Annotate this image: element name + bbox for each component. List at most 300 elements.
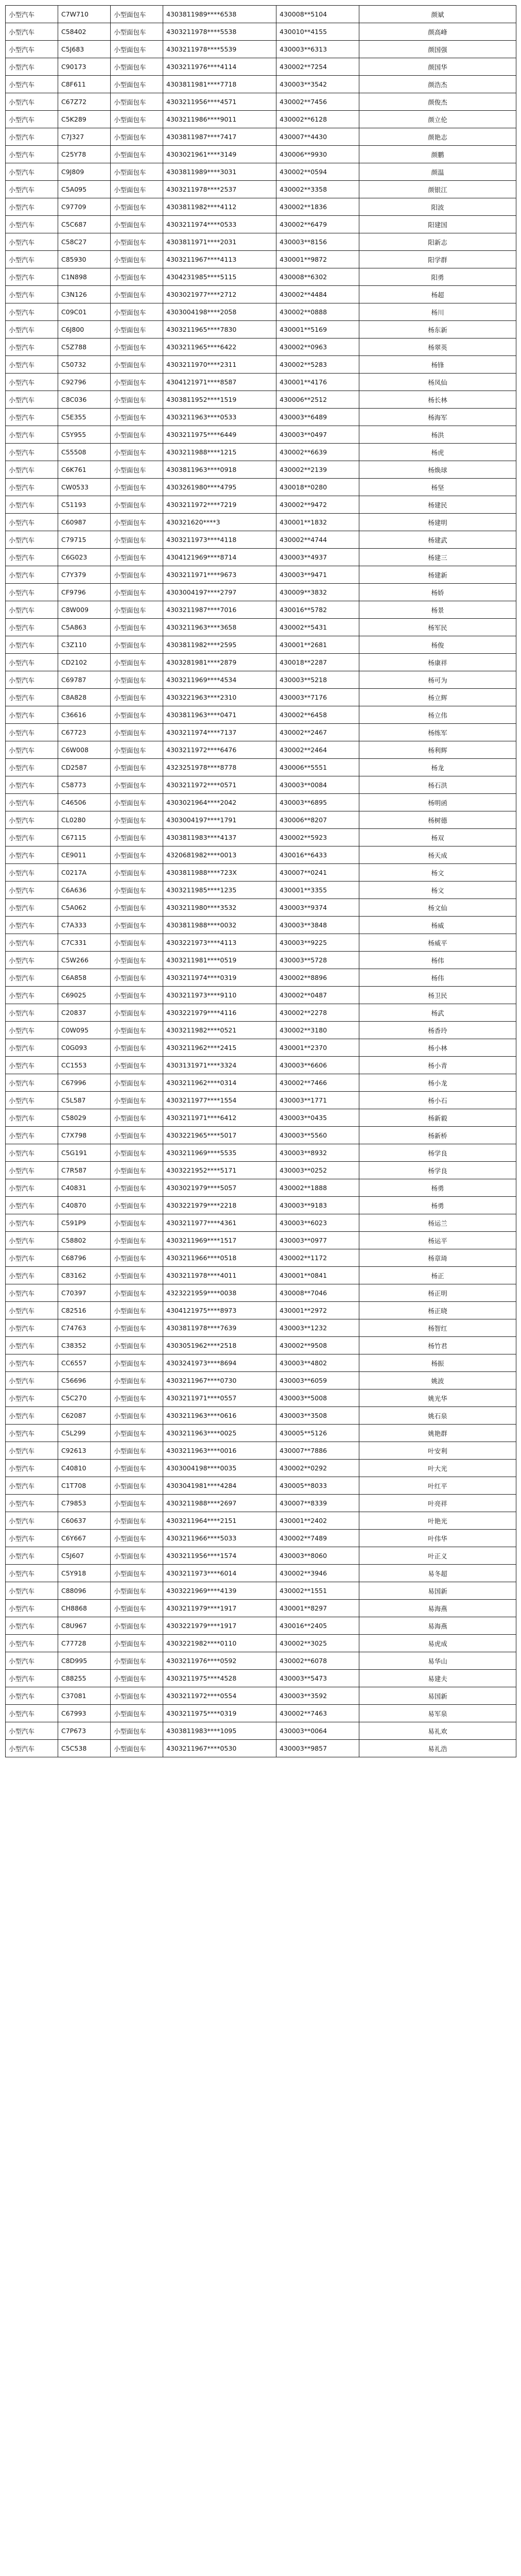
plate-number-cell: CC6557 bbox=[58, 1354, 111, 1372]
vehicle-model-cell: 小型面包车 bbox=[111, 1389, 163, 1407]
plate-number-cell: C8W009 bbox=[58, 601, 111, 619]
vehicle-type-cell: 小型汽车 bbox=[6, 1022, 58, 1039]
id-number-cell: 4303211973****4118 bbox=[163, 531, 276, 549]
vehicle-type-cell: 小型汽车 bbox=[6, 1144, 58, 1162]
table-row bbox=[6, 1582, 516, 1600]
owner-name-cell: 杨伟 bbox=[359, 969, 516, 987]
id-number-cell: 4303004197****2797 bbox=[163, 584, 276, 601]
plate-number-cell: C7R587 bbox=[58, 1162, 111, 1179]
plate-number-cell: C37081 bbox=[58, 1687, 111, 1705]
vehicle-type-cell: 小型汽车 bbox=[6, 303, 58, 321]
id-number-cell: 4303211985****1235 bbox=[163, 882, 276, 899]
vehicle-model-cell: 小型面包车 bbox=[111, 111, 163, 128]
license-number-cell: 430018**0280 bbox=[276, 479, 359, 496]
license-number-cell: 430008**6302 bbox=[276, 268, 359, 286]
id-number-cell: 4303811988****0032 bbox=[163, 917, 276, 934]
vehicle-type-cell: 小型汽车 bbox=[6, 1039, 58, 1057]
vehicle-type-cell: 小型汽车 bbox=[6, 1057, 58, 1074]
vehicle-type-cell: 小型汽车 bbox=[6, 1705, 58, 1722]
license-number-cell: 430003**8932 bbox=[276, 1144, 359, 1162]
table-row bbox=[6, 338, 516, 356]
id-number-cell: 4323221959****0038 bbox=[163, 1284, 276, 1302]
license-number-cell: 430002**3946 bbox=[276, 1565, 359, 1582]
vehicle-type-cell: 小型汽车 bbox=[6, 1722, 58, 1740]
plate-number-cell: C7C331 bbox=[58, 934, 111, 952]
owner-name-cell: 易冬超 bbox=[359, 1565, 516, 1582]
vehicle-model-cell: 小型面包车 bbox=[111, 689, 163, 706]
plate-number-cell: C20837 bbox=[58, 1004, 111, 1022]
license-number-cell: 430001**2370 bbox=[276, 1039, 359, 1057]
license-number-cell: 430002**6458 bbox=[276, 706, 359, 724]
vehicle-type-cell: 小型汽车 bbox=[6, 531, 58, 549]
vehicle-model-cell: 小型面包车 bbox=[111, 128, 163, 146]
plate-number-cell: C40810 bbox=[58, 1460, 111, 1477]
plate-number-cell: C88255 bbox=[58, 1670, 111, 1687]
plate-number-cell: C6Y667 bbox=[58, 1530, 111, 1547]
table-row bbox=[6, 601, 516, 619]
plate-number-cell: C5L587 bbox=[58, 1092, 111, 1109]
owner-name-cell: 杨正明 bbox=[359, 1284, 516, 1302]
owner-name-cell: 杨立辉 bbox=[359, 689, 516, 706]
plate-number-cell: C46506 bbox=[58, 794, 111, 811]
id-number-cell: 4303811963****0918 bbox=[163, 461, 276, 479]
vehicle-type-cell: 小型汽车 bbox=[6, 811, 58, 829]
plate-number-cell: C7Y379 bbox=[58, 566, 111, 584]
vehicle-type-cell: 小型汽车 bbox=[6, 76, 58, 93]
plate-number-cell: C5E355 bbox=[58, 409, 111, 426]
table-row bbox=[6, 496, 516, 514]
vehicle-model-cell: 小型面包车 bbox=[111, 1179, 163, 1197]
table-row bbox=[6, 1057, 516, 1074]
id-number-cell: 4303211962****2415 bbox=[163, 1039, 276, 1057]
vehicle-model-cell: 小型面包车 bbox=[111, 444, 163, 461]
owner-name-cell: 杨学良 bbox=[359, 1162, 516, 1179]
id-number-cell: 4303211969****1517 bbox=[163, 1232, 276, 1249]
license-number-cell: 430002**1836 bbox=[276, 198, 359, 216]
plate-number-cell: C8D995 bbox=[58, 1652, 111, 1670]
owner-name-cell: 杨香玲 bbox=[359, 1022, 516, 1039]
id-number-cell: 4303041981****4284 bbox=[163, 1477, 276, 1495]
plate-number-cell: C8U967 bbox=[58, 1617, 111, 1635]
vehicle-type-cell: 小型汽车 bbox=[6, 181, 58, 198]
vehicle-model-cell: 小型面包车 bbox=[111, 899, 163, 917]
license-number-cell: 430003**9183 bbox=[276, 1197, 359, 1214]
table-row bbox=[6, 128, 516, 146]
vehicle-model-cell: 小型面包车 bbox=[111, 76, 163, 93]
license-number-cell: 430002**6639 bbox=[276, 444, 359, 461]
vehicle-type-cell: 小型汽车 bbox=[6, 1074, 58, 1092]
license-number-cell: 430002**6479 bbox=[276, 216, 359, 233]
id-number-cell: 4320681982****0013 bbox=[163, 846, 276, 864]
vehicle-type-cell: 小型汽车 bbox=[6, 706, 58, 724]
owner-name-cell: 杨文 bbox=[359, 882, 516, 899]
vehicle-model-cell: 小型面包车 bbox=[111, 1109, 163, 1127]
owner-name-cell: 易礼浩 bbox=[359, 1740, 516, 1757]
owner-name-cell: 杨虎 bbox=[359, 444, 516, 461]
id-number-cell: 4303211973****9110 bbox=[163, 987, 276, 1004]
vehicle-type-cell: 小型汽车 bbox=[6, 759, 58, 776]
license-number-cell: 430003**0084 bbox=[276, 776, 359, 794]
vehicle-model-cell: 小型面包车 bbox=[111, 1074, 163, 1092]
id-number-cell: 4303211963****0616 bbox=[163, 1407, 276, 1425]
table-row bbox=[6, 1652, 516, 1670]
id-number-cell: 4303211978****5539 bbox=[163, 41, 276, 58]
plate-number-cell: C6J800 bbox=[58, 321, 111, 338]
vehicle-model-cell: 小型面包车 bbox=[111, 1162, 163, 1179]
vehicle-type-cell: 小型汽车 bbox=[6, 1302, 58, 1319]
vehicle-model-cell: 小型面包车 bbox=[111, 479, 163, 496]
license-number-cell: 430002**4484 bbox=[276, 286, 359, 303]
vehicle-model-cell: 小型面包车 bbox=[111, 531, 163, 549]
license-number-cell: 430016**5782 bbox=[276, 601, 359, 619]
vehicle-model-cell: 小型面包车 bbox=[111, 636, 163, 654]
owner-name-cell: 杨康祥 bbox=[359, 654, 516, 671]
vehicle-model-cell: 小型面包车 bbox=[111, 1302, 163, 1319]
vehicle-type-cell: 小型汽车 bbox=[6, 216, 58, 233]
table-row bbox=[6, 1705, 516, 1722]
plate-number-cell: C591P9 bbox=[58, 1214, 111, 1232]
vehicle-model-cell: 小型面包车 bbox=[111, 181, 163, 198]
license-number-cell: 430003**0435 bbox=[276, 1109, 359, 1127]
table-row bbox=[6, 1284, 516, 1302]
owner-name-cell: 杨学良 bbox=[359, 1144, 516, 1162]
owner-name-cell: 杨利辉 bbox=[359, 741, 516, 759]
license-number-cell: 430006**2512 bbox=[276, 391, 359, 409]
vehicle-model-cell: 小型面包车 bbox=[111, 1687, 163, 1705]
license-number-cell: 430003**3508 bbox=[276, 1407, 359, 1425]
owner-name-cell: 姚石泉 bbox=[359, 1407, 516, 1425]
table-row bbox=[6, 1109, 516, 1127]
table-row bbox=[6, 1495, 516, 1512]
vehicle-type-cell: 小型汽车 bbox=[6, 41, 58, 58]
plate-number-cell: C62087 bbox=[58, 1407, 111, 1425]
plate-number-cell: C09C01 bbox=[58, 303, 111, 321]
plate-number-cell: C88096 bbox=[58, 1582, 111, 1600]
id-number-cell: 4303211972****0554 bbox=[163, 1687, 276, 1705]
vehicle-type-cell: 小型汽车 bbox=[6, 1652, 58, 1670]
table-row bbox=[6, 549, 516, 566]
plate-number-cell: C5J683 bbox=[58, 41, 111, 58]
owner-name-cell: 杨振 bbox=[359, 1354, 516, 1372]
vehicle-model-cell: 小型面包车 bbox=[111, 461, 163, 479]
license-number-cell: 430002**7466 bbox=[276, 1074, 359, 1092]
vehicle-model-cell: 小型面包车 bbox=[111, 724, 163, 741]
plate-number-cell: C67Z72 bbox=[58, 93, 111, 111]
id-number-cell: 4303221982****0110 bbox=[163, 1635, 276, 1652]
id-number-cell: 4303211975****4528 bbox=[163, 1670, 276, 1687]
vehicle-model-cell: 小型面包车 bbox=[111, 584, 163, 601]
vehicle-model-cell: 小型面包车 bbox=[111, 163, 163, 181]
owner-name-cell: 杨凤仙 bbox=[359, 374, 516, 391]
owner-name-cell: 易礼欢 bbox=[359, 1722, 516, 1740]
vehicle-type-cell: 小型汽车 bbox=[6, 268, 58, 286]
vehicle-model-cell: 小型面包车 bbox=[111, 41, 163, 58]
owner-name-cell: 杨翠英 bbox=[359, 338, 516, 356]
table-row bbox=[6, 1354, 516, 1372]
license-number-cell: 430001**2402 bbox=[276, 1512, 359, 1530]
vehicle-type-cell: 小型汽车 bbox=[6, 146, 58, 163]
table-row bbox=[6, 23, 516, 41]
plate-number-cell: C38352 bbox=[58, 1337, 111, 1354]
id-number-cell: 4303211979****1917 bbox=[163, 1600, 276, 1617]
vehicle-model-cell: 小型面包车 bbox=[111, 409, 163, 426]
vehicle-model-cell: 小型面包车 bbox=[111, 1319, 163, 1337]
table-row bbox=[6, 426, 516, 444]
table-row bbox=[6, 1460, 516, 1477]
id-number-cell: 4303211980****3532 bbox=[163, 899, 276, 917]
vehicle-model-cell: 小型面包车 bbox=[111, 1740, 163, 1757]
license-number-cell: 430003**8156 bbox=[276, 233, 359, 251]
table-row bbox=[6, 58, 516, 76]
id-number-cell: 4303211972****6476 bbox=[163, 741, 276, 759]
id-number-cell: 4303211964****2151 bbox=[163, 1512, 276, 1530]
table-row bbox=[6, 899, 516, 917]
owner-name-cell: 颜立伦 bbox=[359, 111, 516, 128]
table-row bbox=[6, 1214, 516, 1232]
vehicle-model-cell: 小型面包车 bbox=[111, 1232, 163, 1249]
table-row bbox=[6, 1004, 516, 1022]
table-row bbox=[6, 479, 516, 496]
vehicle-model-cell: 小型面包车 bbox=[111, 1214, 163, 1232]
id-number-cell: 4303021977****2712 bbox=[163, 286, 276, 303]
license-number-cell: 430002**8896 bbox=[276, 969, 359, 987]
license-number-cell: 430002**3358 bbox=[276, 181, 359, 198]
license-number-cell: 430007**8339 bbox=[276, 1495, 359, 1512]
table-row bbox=[6, 1670, 516, 1687]
vehicle-model-cell: 小型面包车 bbox=[111, 952, 163, 969]
owner-name-cell: 杨运兰 bbox=[359, 1214, 516, 1232]
license-number-cell: 430002**1888 bbox=[276, 1179, 359, 1197]
plate-number-cell: C0G093 bbox=[58, 1039, 111, 1057]
owner-name-cell: 杨洪 bbox=[359, 426, 516, 444]
table-row bbox=[6, 531, 516, 549]
id-number-cell: 4303221979****2218 bbox=[163, 1197, 276, 1214]
id-number-cell: 4303211962****0314 bbox=[163, 1074, 276, 1092]
id-number-cell: 4303211986****9011 bbox=[163, 111, 276, 128]
plate-number-cell: C58C27 bbox=[58, 233, 111, 251]
table-row bbox=[6, 1302, 516, 1319]
vehicle-model-cell: 小型面包车 bbox=[111, 549, 163, 566]
plate-number-cell: C92796 bbox=[58, 374, 111, 391]
owner-name-cell: 杨运平 bbox=[359, 1232, 516, 1249]
vehicle-type-cell: 小型汽车 bbox=[6, 636, 58, 654]
table-row bbox=[6, 356, 516, 374]
vehicle-type-cell: 小型汽车 bbox=[6, 689, 58, 706]
table-row bbox=[6, 1022, 516, 1039]
id-number-cell: 4303004197****1791 bbox=[163, 811, 276, 829]
vehicle-type-cell: 小型汽车 bbox=[6, 794, 58, 811]
id-number-cell: 4303211967****0730 bbox=[163, 1372, 276, 1389]
vehicle-type-cell: 小型汽车 bbox=[6, 1249, 58, 1267]
vehicle-model-cell: 小型面包车 bbox=[111, 969, 163, 987]
id-number-cell: 4303811989****3031 bbox=[163, 163, 276, 181]
table-row bbox=[6, 706, 516, 724]
plate-number-cell: C5Z788 bbox=[58, 338, 111, 356]
license-number-cell: 430002**5923 bbox=[276, 829, 359, 846]
vehicle-type-cell: 小型汽车 bbox=[6, 409, 58, 426]
vehicle-type-cell: 小型汽车 bbox=[6, 1582, 58, 1600]
owner-name-cell: 阳建国 bbox=[359, 216, 516, 233]
plate-number-cell: C58773 bbox=[58, 776, 111, 794]
id-number-cell: 4303051962****2518 bbox=[163, 1337, 276, 1354]
owner-name-cell: 颜艳志 bbox=[359, 128, 516, 146]
plate-number-cell: C5Y918 bbox=[58, 1565, 111, 1582]
owner-name-cell: 杨石洪 bbox=[359, 776, 516, 794]
table-row bbox=[6, 1600, 516, 1617]
license-number-cell: 430002**2278 bbox=[276, 1004, 359, 1022]
vehicle-model-cell: 小型面包车 bbox=[111, 934, 163, 952]
plate-number-cell: C69787 bbox=[58, 671, 111, 689]
vehicle-model-cell: 小型面包车 bbox=[111, 496, 163, 514]
plate-number-cell: C7A333 bbox=[58, 917, 111, 934]
owner-name-cell: 杨明函 bbox=[359, 794, 516, 811]
vehicle-model-cell: 小型面包车 bbox=[111, 1057, 163, 1074]
vehicle-type-cell: 小型汽车 bbox=[6, 952, 58, 969]
id-number-cell: 4303211974****0533 bbox=[163, 216, 276, 233]
plate-number-cell: C6G023 bbox=[58, 549, 111, 566]
owner-name-cell: 姚艳群 bbox=[359, 1425, 516, 1442]
plate-number-cell: C74763 bbox=[58, 1319, 111, 1337]
plate-number-cell: C79715 bbox=[58, 531, 111, 549]
vehicle-model-cell: 小型面包车 bbox=[111, 1092, 163, 1109]
license-number-cell: 430003**4802 bbox=[276, 1354, 359, 1372]
owner-name-cell: 姚波 bbox=[359, 1372, 516, 1389]
id-number-cell: 4303211974****7137 bbox=[163, 724, 276, 741]
owner-name-cell: 杨文 bbox=[359, 864, 516, 882]
vehicle-model-cell: 小型面包车 bbox=[111, 1600, 163, 1617]
plate-number-cell: C3N126 bbox=[58, 286, 111, 303]
owner-name-cell: 杨建武 bbox=[359, 531, 516, 549]
table-row bbox=[6, 391, 516, 409]
owner-name-cell: 杨可为 bbox=[359, 671, 516, 689]
vehicle-type-cell: 小型汽车 bbox=[6, 1617, 58, 1635]
table-row bbox=[6, 1442, 516, 1460]
vehicle-type-cell: 小型汽车 bbox=[6, 899, 58, 917]
table-row bbox=[6, 566, 516, 584]
id-number-cell: 4304231985****5115 bbox=[163, 268, 276, 286]
vehicle-type-cell: 小型汽车 bbox=[6, 93, 58, 111]
license-number-cell: 430001**9872 bbox=[276, 251, 359, 268]
owner-name-cell: 杨坚 bbox=[359, 479, 516, 496]
owner-name-cell: 叶安利 bbox=[359, 1442, 516, 1460]
vehicle-model-cell: 小型面包车 bbox=[111, 794, 163, 811]
vehicle-type-cell: 小型汽车 bbox=[6, 566, 58, 584]
table-row bbox=[6, 1530, 516, 1547]
vehicle-type-cell: 小型汽车 bbox=[6, 1530, 58, 1547]
table-row bbox=[6, 111, 516, 128]
id-number-cell: 4303211969****5535 bbox=[163, 1144, 276, 1162]
license-number-cell: 430003**5473 bbox=[276, 1670, 359, 1687]
owner-name-cell: 叶正义 bbox=[359, 1547, 516, 1565]
table-row bbox=[6, 689, 516, 706]
owner-name-cell: 杨焕球 bbox=[359, 461, 516, 479]
id-number-cell: 4303211978****4011 bbox=[163, 1267, 276, 1284]
table-row bbox=[6, 1512, 516, 1530]
vehicle-model-cell: 小型面包车 bbox=[111, 1705, 163, 1722]
owner-name-cell: 杨天成 bbox=[359, 846, 516, 864]
owner-name-cell: 杨立伟 bbox=[359, 706, 516, 724]
id-number-cell: 4303211971****6412 bbox=[163, 1109, 276, 1127]
table-row bbox=[6, 163, 516, 181]
owner-name-cell: 颜温 bbox=[359, 163, 516, 181]
plate-number-cell: C5Y955 bbox=[58, 426, 111, 444]
vehicle-model-cell: 小型面包车 bbox=[111, 1460, 163, 1477]
vehicle-type-cell: 小型汽车 bbox=[6, 461, 58, 479]
vehicle-type-cell: 小型汽车 bbox=[6, 917, 58, 934]
owner-name-cell: 杨正 bbox=[359, 1267, 516, 1284]
license-number-cell: 430002**5283 bbox=[276, 356, 359, 374]
plate-number-cell: C0W095 bbox=[58, 1022, 111, 1039]
vehicle-type-cell: 小型汽车 bbox=[6, 111, 58, 128]
vehicle-model-cell: 小型面包车 bbox=[111, 882, 163, 899]
id-number-cell: 4303211963****0025 bbox=[163, 1425, 276, 1442]
owner-name-cell: 杨卫民 bbox=[359, 987, 516, 1004]
vehicle-model-cell: 小型面包车 bbox=[111, 1425, 163, 1442]
vehicle-model-cell: 小型面包车 bbox=[111, 6, 163, 23]
license-number-cell: 430003**3848 bbox=[276, 917, 359, 934]
owner-name-cell: 阳勇 bbox=[359, 268, 516, 286]
owner-name-cell: 易海燕 bbox=[359, 1600, 516, 1617]
owner-name-cell: 颜国强 bbox=[359, 41, 516, 58]
license-number-cell: 430006**9930 bbox=[276, 146, 359, 163]
table-row bbox=[6, 741, 516, 759]
vehicle-type-cell: 小型汽车 bbox=[6, 724, 58, 741]
id-number-cell: 4303211970****2311 bbox=[163, 356, 276, 374]
vehicle-model-cell: 小型面包车 bbox=[111, 268, 163, 286]
plate-number-cell: C69025 bbox=[58, 987, 111, 1004]
license-number-cell: 430003**0252 bbox=[276, 1162, 359, 1179]
table-row bbox=[6, 811, 516, 829]
table-row bbox=[6, 1197, 516, 1214]
plate-number-cell: C36616 bbox=[58, 706, 111, 724]
vehicle-model-cell: 小型面包车 bbox=[111, 759, 163, 776]
vehicle-model-cell: 小型面包车 bbox=[111, 1284, 163, 1302]
plate-number-cell: C90173 bbox=[58, 58, 111, 76]
table-row bbox=[6, 268, 516, 286]
vehicle-type-cell: 小型汽车 bbox=[6, 1565, 58, 1582]
id-number-cell: 4303004198****0035 bbox=[163, 1460, 276, 1477]
owner-name-cell: 杨超 bbox=[359, 286, 516, 303]
vehicle-type-cell: 小型汽车 bbox=[6, 514, 58, 531]
vehicle-type-cell: 小型汽车 bbox=[6, 584, 58, 601]
table-row bbox=[6, 1389, 516, 1407]
plate-number-cell: CD2102 bbox=[58, 654, 111, 671]
owner-name-cell: 杨威 bbox=[359, 917, 516, 934]
vehicle-type-cell: 小型汽车 bbox=[6, 934, 58, 952]
owner-name-cell: 杨锋 bbox=[359, 356, 516, 374]
owner-name-cell: 阳波 bbox=[359, 198, 516, 216]
owner-name-cell: 杨正晓 bbox=[359, 1302, 516, 1319]
table-row bbox=[6, 829, 516, 846]
vehicle-type-cell: 小型汽车 bbox=[6, 1092, 58, 1109]
owner-name-cell: 易虎成 bbox=[359, 1635, 516, 1652]
table-row bbox=[6, 374, 516, 391]
vehicle-type-cell: 小型汽车 bbox=[6, 601, 58, 619]
vehicle-type-cell: 小型汽车 bbox=[6, 1512, 58, 1530]
license-number-cell: 430005**5126 bbox=[276, 1425, 359, 1442]
id-number-cell: 4303261980****4795 bbox=[163, 479, 276, 496]
plate-number-cell: C92613 bbox=[58, 1442, 111, 1460]
vehicle-type-cell: 小型汽车 bbox=[6, 1635, 58, 1652]
vehicle-type-cell: 小型汽车 bbox=[6, 1267, 58, 1284]
vehicle-model-cell: 小型面包车 bbox=[111, 1442, 163, 1460]
id-number-cell: 4303021979****5057 bbox=[163, 1179, 276, 1197]
id-number-cell: 4303021964****2042 bbox=[163, 794, 276, 811]
table-row bbox=[6, 776, 516, 794]
table-row bbox=[6, 1372, 516, 1389]
table-row bbox=[6, 759, 516, 776]
vehicle-model-cell: 小型面包车 bbox=[111, 93, 163, 111]
